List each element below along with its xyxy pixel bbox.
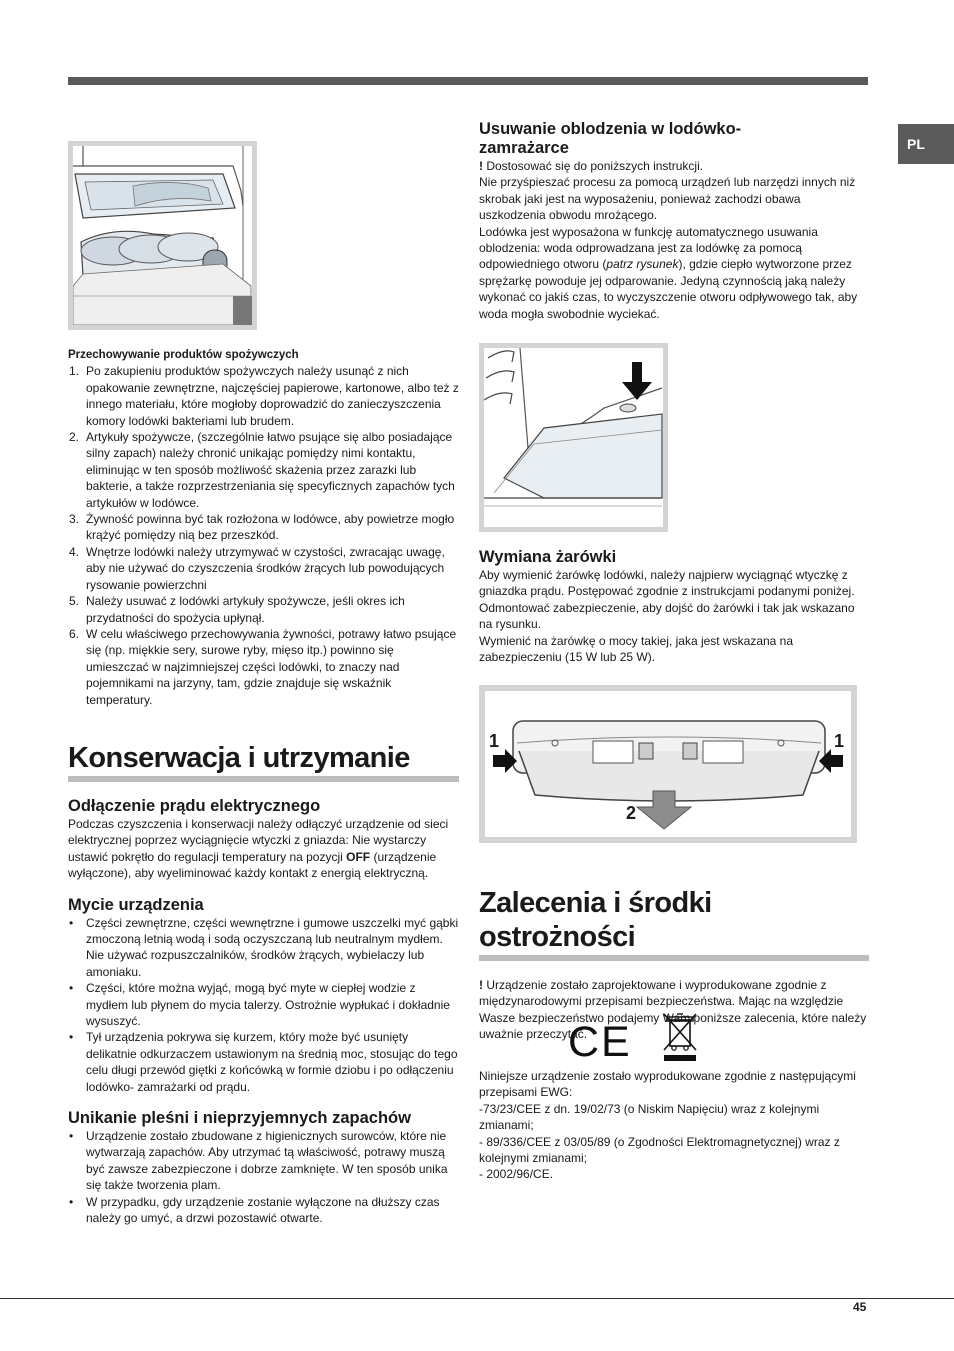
disconnect-text: Podczas czyszczenia i konserwacji należy odłączyć urządzenie od sieci elektrycznej poprzez wyciągnięcie wtyczki z gniazda: Nie wystarczy ustawić pokrętło do regulacji temperatury na pozycji OFF (urządzenie wyłączone), aby wyeliminować każdy kontakt z energią elektryczną.	[68, 816, 449, 881]
weee-bin-icon	[660, 1012, 700, 1062]
defrost-text-3: Lodówka jest wyposażona w funkcję automatycznego usuwania oblodzenia: woda odprowadzana jest za lodówkę za pomocą odpowiedniego otworu (patrz rysunek), gdzie ciepło wytworzone przez sprężarkę powoduje jej odparowanie. Jedyną czynnością jaką należy wykonać co jakiś czas, to wyczyszczenie otworu odpływowego tak, aby woda mogła swobodnie wyciekać.	[479, 224, 858, 321]
defrost-warning: ! Dostosować się do poniższych instrukcji.	[479, 159, 704, 173]
compliance-line: - 89/336/CEE z 03/05/89 (o Zgodności Elektromagnetycznej) wraz z kolejnymi zmianami;	[479, 1134, 840, 1166]
bottom-rule	[0, 1298, 954, 1299]
mold-list	[68, 1128, 459, 1226]
maintenance-title: Konserwacja i utrzymanie	[68, 741, 459, 782]
defrost-text-2: Nie przyśpieszać procesu za pomocą urządzeń lub narzędzi innych niż skrobak jaki jest na wyposażeniu, ponieważ zachodzi obawa uszkodzenia obwodu mrożącego.	[479, 175, 856, 223]
storage-list	[68, 363, 459, 708]
figure-label-left: 1	[489, 731, 500, 751]
top-rule	[68, 77, 868, 85]
disconnect-title: Odłączenie prądu elektrycznego	[68, 796, 321, 815]
language-tab: PL	[898, 124, 954, 164]
bulb-text-1: Aby wymienić żarówkę lodówki, należy najpierw wyciągnąć wtyczkę z gniazdka prądu. Postępować zgodnie z instrukcjami podanymi poniżej. Odmontować zabezpieczenie, aby dojść do żarówki i tak jak wskazano na rysunku.	[479, 568, 855, 632]
compliance-line: Niniejsze urządzenie zostało wyprodukowane zgodnie z następującymi przepisami EWG:	[479, 1069, 856, 1100]
cleaning-list	[68, 915, 459, 1095]
bulb-title: Wymiana żarówki	[479, 548, 617, 566]
page-number: 45	[853, 1300, 867, 1314]
list-item: 2. Artykuły spożywcze, (szczególnie łatwo psujące się albo posiadające silny zapach) należy chronić unikając pomiędzy nimi kontaktu, eliminując w ten sposób możliwość skażenia przez zarazki lub bakterie, a także rozprzestrzeniania się specyficznych zapachów tych artykułów w lodówce.	[69, 430, 455, 510]
list-item: 1. Po zakupieniu produktów spożywczych należy usunąć z nich opakowanie zewnętrzne, najczęściej papierowe, kartonowe, albo też z innego materiału, które mogłoby doprowadzić do zanieczyszczenia komory lodówki bakteriami lub brudem.	[69, 364, 459, 428]
safety-intro: ! Urządzenie zostało zaprojektowane i wyprodukowane zgodnie z międzynarodowymi przepisami bezpieczeństwa. Mając na względzie Wasze bezpieczeństwo podajemy Wam poniższe zalecenia, które należy uważnie przeczytać.	[479, 978, 867, 1042]
light-cover-illustration	[479, 685, 857, 843]
list-item: 3. Żywność powinna być tak rozłożona w lodówce, aby powietrze mogło krążyć pomiędzy nią bez przeszkód.	[69, 512, 455, 543]
list-item: • Tył urządzenia pokrywa się kurzem, który może być usunięty delikatnie odkurzaczem ustawionym na średnią moc, stosując do tego celu długi przewód giętki z końcówką w formie dziobu i po odłączeniu lodówko- zamrażarki od prądu.	[68, 1029, 459, 1095]
ce-mark: CE	[568, 1018, 632, 1066]
mold-title: Unikanie pleśni i nieprzyjemnych zapachów	[68, 1109, 411, 1128]
list-item: 6. W celu właściwego przechowywania żywności, potrawy łatwo psujące się (np. miękkie sery, surowe ryby, mięso itp.) powinno się umieszczać w najzimniejszej części lodówki, to znaczy nad pojemnikami na jarzyny, tam, gdzie znajduje się wskaźnik temperatury.	[69, 626, 457, 707]
compliance-line: -73/23/CEE z dn. 19/02/73 (o Niskim Napięciu) wraz z kolejnymi zmianami;	[479, 1101, 820, 1133]
list-item: • W przypadku, gdy urządzenie zostanie wyłączone na dłuższy czas należy go umyć, a drzwi pozostawić otwarte.	[68, 1194, 459, 1227]
list-item: 4. Wnętrze lodówki należy utrzymywać w czystości, zwracając uwagę, aby nie używać do czyszczenia środków żrących lub powodujących rysowanie powierzchni	[69, 544, 445, 592]
figure-label-right: 1	[834, 731, 845, 751]
list-item: • Części, które można wyjąć, mogą być myte w ciepłej wodzie z mydłem lub płynem do mycia talerzy. Ostrożnie wypłukać i dokładnie wysuszyć.	[68, 980, 459, 1029]
fridge-shelf-illustration	[68, 141, 257, 330]
defrost-title: Usuwanie oblodzenia w lodówko-zamrażarce	[479, 120, 742, 157]
compliance-line: - 2002/96/CE.	[479, 1167, 554, 1182]
safety-title: Zalecenia i środki ostrożności	[479, 886, 869, 961]
drain-hole-illustration	[479, 343, 668, 532]
bulb-text-2: Wymienić na żarówkę o mocy takiej, jaka jest wskazana na zabezpieczeniu (15 W lub 25 W).	[479, 633, 794, 665]
figure-label-down: 2	[626, 803, 637, 823]
storage-title: Przechowywanie produktów spożywczych	[68, 349, 299, 361]
list-item: 5. Należy usuwać z lodówki artykuły spożywcze, jeśli okres ich przydatności do spożycia upłynął.	[69, 594, 405, 625]
list-item: • Urządzenie zostało zbudowane z higienicznych surowców, które nie wytwarzają zapachów. Aby utrzymać tą właściwość, potrawy muszą być zawsze zabezpieczone i dobrze zamknięte. W ten sposób unika się także tworzenia plam.	[68, 1128, 459, 1194]
list-item: • Części zewnętrzne, części wewnętrzne i gumowe uszczelki myć gąbki zmoczoną letnią wodą i sodą oczyszczaną lub neutralnym mydłem. Nie używać rozpuszczalników, środków żrących, wybielaczy lub amoniaku.	[68, 915, 459, 981]
cleaning-title: Mycie urządzenia	[68, 895, 204, 914]
